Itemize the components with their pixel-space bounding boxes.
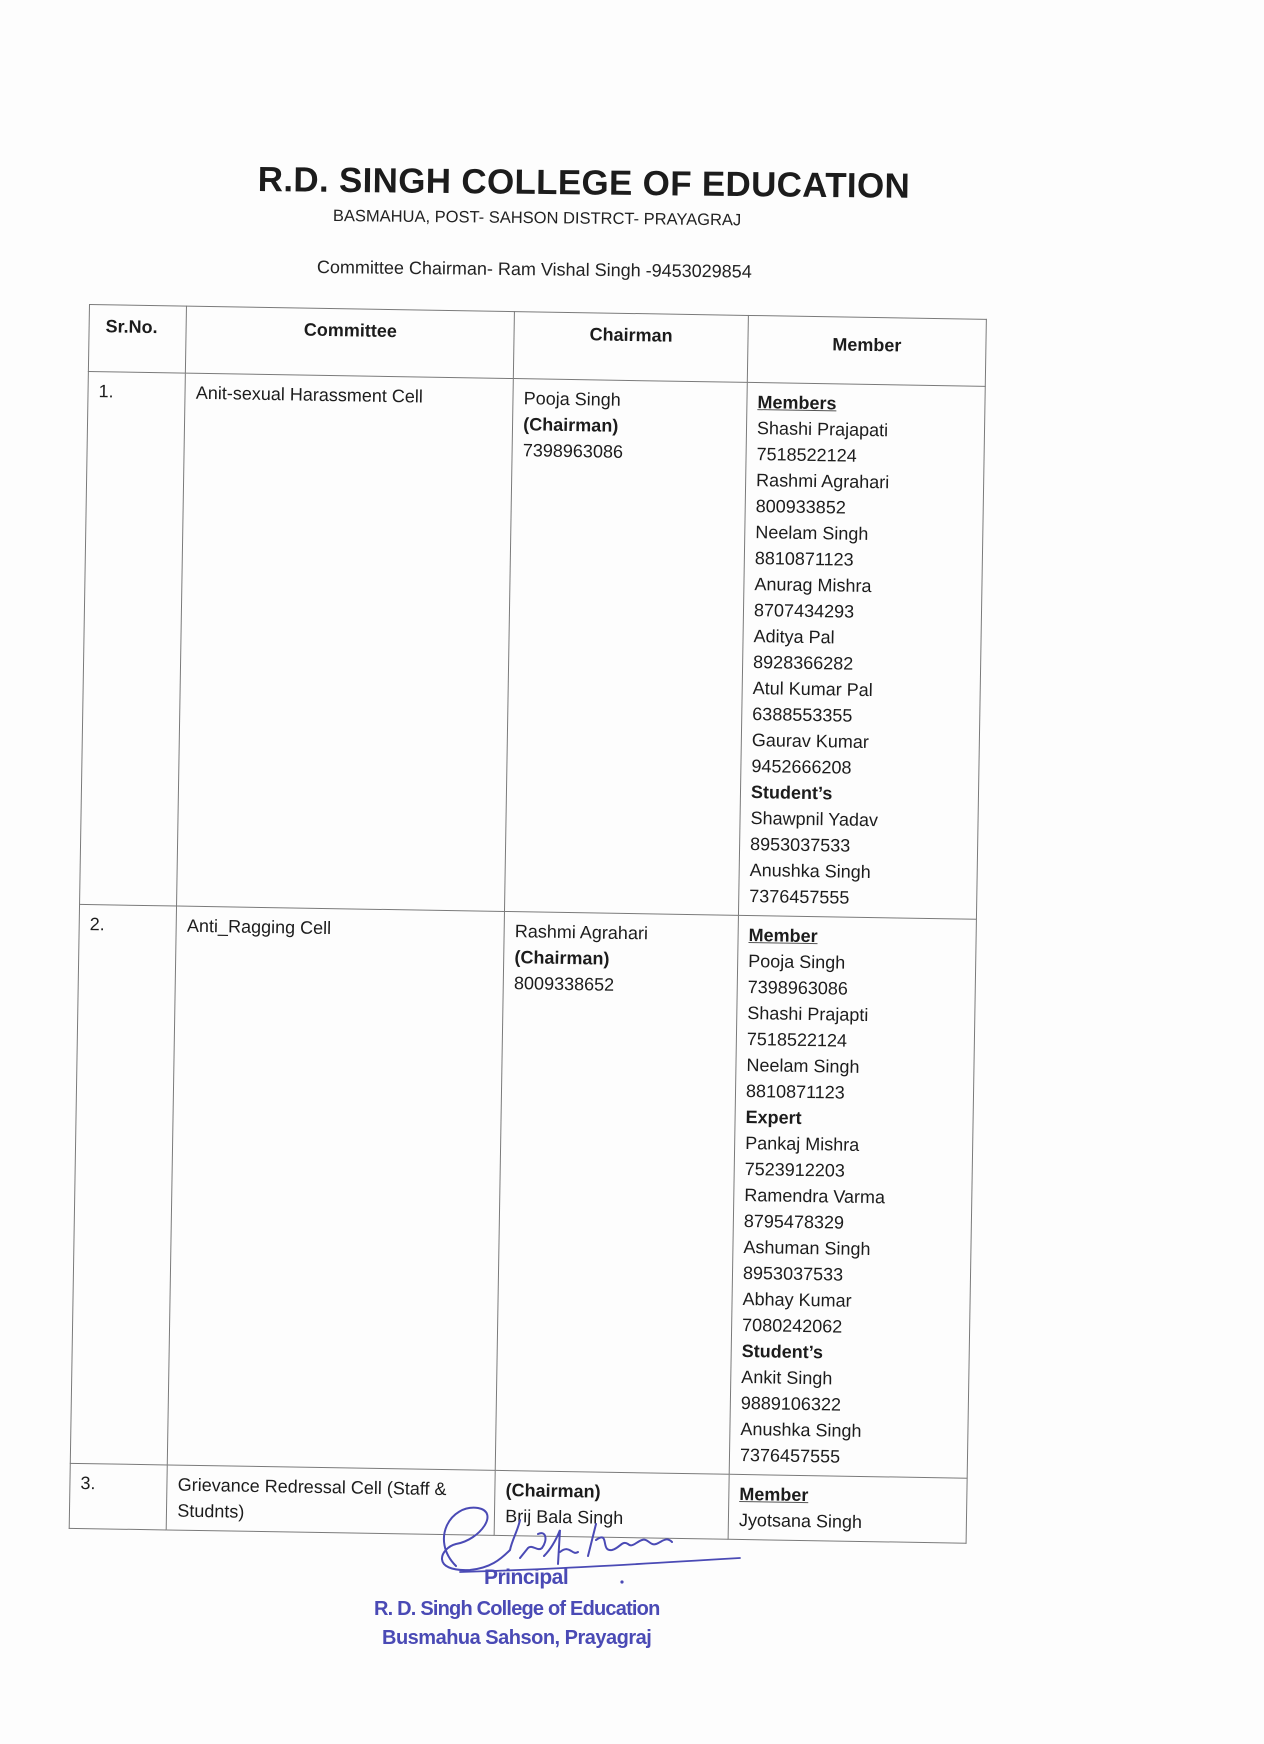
member-entry: 8953037533 xyxy=(742,1262,844,1285)
member-entry: Ashuman Singh xyxy=(743,1236,871,1260)
member-entry: Aditya Pal xyxy=(753,626,835,648)
member-entry: 8795478329 xyxy=(743,1210,845,1233)
chairman-phone: 8009338652 xyxy=(513,973,615,995)
column-header-chairman: Chairman xyxy=(514,312,749,383)
member-entry: Abhay Kumar xyxy=(742,1288,852,1311)
stamp-place: Busmahua Sahson, Prayagraj xyxy=(382,1627,652,1649)
member-entry: 7376457555 xyxy=(739,1444,841,1467)
member-group-heading: Member xyxy=(748,925,818,947)
member-entry: Atul Kumar Pal xyxy=(752,678,873,701)
chairman-name: Rashmi Agrahari xyxy=(514,921,649,944)
member-entry: 7523912203 xyxy=(744,1158,845,1181)
member-entry: Shashi Prajapti xyxy=(747,1003,869,1026)
member-group-heading: Members xyxy=(757,392,837,414)
college-title: R.D. SINGH COLLEGE OF EDUCATION xyxy=(257,160,911,206)
member-entry: Anushka Singh xyxy=(740,1418,862,1441)
table-row xyxy=(70,904,976,1478)
member-entry: Ramendra Varma xyxy=(744,1184,886,1208)
member-entry: Gaurav Kumar xyxy=(751,730,870,752)
member-group-heading: Expert xyxy=(745,1106,802,1128)
member-entry: Shashi Prajapati xyxy=(756,418,889,441)
member-group-heading: Student’s xyxy=(750,782,833,804)
cell-sr-no: 3. xyxy=(69,1463,167,1530)
stamp-college-name: R. D. Singh College of Education xyxy=(374,1598,660,1620)
stamp-principal-title: Principal xyxy=(484,1566,569,1589)
table-row xyxy=(80,371,986,919)
cell-members xyxy=(729,915,976,1478)
member-entry: Shawpnil Yadav xyxy=(750,808,879,831)
member-group-heading: Member xyxy=(739,1483,809,1506)
member-entry: Ankit Singh xyxy=(741,1366,833,1389)
chairman-role: (Chairman) xyxy=(514,947,610,969)
member-entry: Neelam Singh xyxy=(746,1055,860,1077)
college-address: BASMAHUA, POST- SAHSON DISTRCT- PRAYAGRAJ xyxy=(332,207,742,230)
member-entry: 7398963086 xyxy=(747,977,849,999)
member-entry: 9889106322 xyxy=(740,1392,842,1415)
cell-committee: Grievance Redressal Cell (Staff & Studnts) xyxy=(166,1465,495,1535)
member-entry: 8953037533 xyxy=(749,834,851,856)
member-entry: 7518522124 xyxy=(756,444,857,466)
member-entry: Anushka Singh xyxy=(749,860,871,883)
member-entry: 6388553355 xyxy=(752,704,853,726)
table-body xyxy=(69,371,985,1543)
member-entry: Neelam Singh xyxy=(755,522,869,544)
member-entry: Jyotsana Singh xyxy=(738,1509,863,1532)
committee-table-wrapper xyxy=(69,304,987,1544)
cell-members xyxy=(738,382,985,919)
member-entry: 800933852 xyxy=(755,496,846,518)
cell-committee: Anit-sexual Harassment Cell xyxy=(177,373,514,911)
committee-table xyxy=(69,304,987,1544)
chairman-name: Brij Bala Singh xyxy=(505,1506,624,1529)
member-entry: Rashmi Agrahari xyxy=(755,470,890,493)
cell-sr-no: 2. xyxy=(70,904,177,1465)
chairman-name: Pooja Singh xyxy=(523,388,621,410)
member-entry: 7518522124 xyxy=(746,1029,848,1051)
chairman-role: (Chairman) xyxy=(523,414,619,436)
cell-chairman xyxy=(505,379,748,916)
principal-signature-block xyxy=(360,1500,780,1670)
signature-scribble-icon xyxy=(360,1500,780,1600)
member-entry: Pooja Singh xyxy=(748,951,846,973)
member-entry: 7376457555 xyxy=(749,886,850,908)
member-entry: 7080242062 xyxy=(741,1314,843,1337)
column-header-sr-no: Sr.No. xyxy=(88,305,186,374)
member-entry: Pankaj Mishra xyxy=(744,1132,860,1155)
column-header-committee: Committee xyxy=(186,306,515,378)
cell-chairman xyxy=(495,911,738,1474)
cell-sr-no: 1. xyxy=(80,371,186,906)
member-entry: 9452666208 xyxy=(751,756,852,778)
member-entry: 8707434293 xyxy=(753,600,855,622)
member-group-heading: Student’s xyxy=(741,1340,824,1363)
member-entry: 8810871123 xyxy=(745,1081,845,1103)
member-entry: Anurag Mishra xyxy=(754,574,872,597)
chairman-role: (Chairman) xyxy=(505,1480,601,1502)
committee-chairman-line: Committee Chairman- Ram Vishal Singh -9453029854 xyxy=(316,257,752,282)
cell-committee: Anti_Ragging Cell xyxy=(168,906,505,1470)
column-header-member: Member xyxy=(747,315,986,386)
chairman-phone: 7398963086 xyxy=(522,440,624,462)
member-entry: 8810871123 xyxy=(754,548,854,570)
member-entry: 8928366282 xyxy=(752,652,854,674)
